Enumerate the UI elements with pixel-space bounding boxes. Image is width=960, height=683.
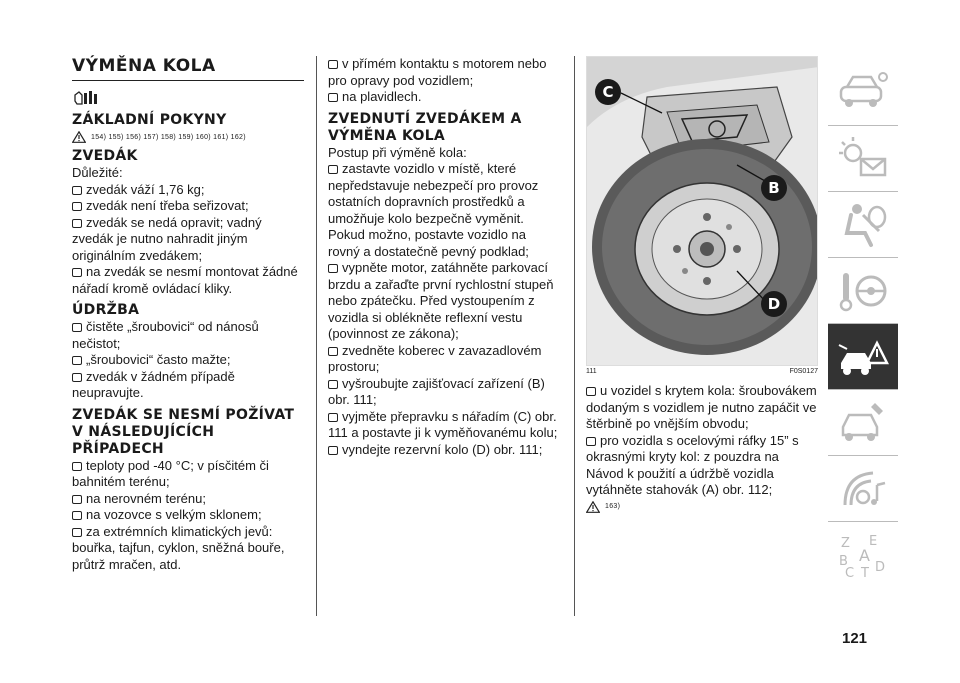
bullet-icon — [72, 511, 82, 520]
column-divider — [316, 56, 317, 616]
warning-refs — [72, 131, 304, 143]
chapter-tab[interactable] — [828, 258, 898, 324]
chapter-tab[interactable] — [828, 456, 898, 522]
bullet-icon — [586, 387, 596, 396]
warning-ref — [586, 501, 818, 513]
list-item: vyšroubujte zajišťovací zařízení (B) obr. 111; — [328, 375, 545, 407]
paragraph: Postup při výměně kola: — [328, 144, 467, 160]
spare-wheel-figure — [586, 56, 818, 366]
chapter-tab[interactable] — [828, 192, 898, 258]
bullet-icon — [328, 380, 338, 389]
list-item: zvedák se nedá opravit; vadný zvedák je nutno nahradit jiným originálním zvedákem; — [72, 214, 262, 263]
bullet-icon — [328, 93, 338, 102]
callout-label: B — [761, 175, 787, 201]
warning-triangle-icon — [586, 501, 600, 513]
chapter-tab[interactable] — [828, 126, 898, 192]
warning-ref-text: 163) — [605, 503, 621, 510]
bullet-icon — [72, 373, 82, 382]
tool-kit-icon — [72, 89, 100, 107]
list-item: vypněte motor, zatáhněte parkovací brzdu a zařaďte první rychlostní stupeň nebo zpátečku. Před vystoupením z vozidla si oblékněte reflexní vestu (povinnost ze zákona); — [328, 260, 554, 341]
figure-caption — [586, 368, 818, 375]
callout-label: D — [761, 291, 787, 317]
bullet-icon — [72, 323, 82, 332]
list-item: čistěte „šroubovici“ od nánosů nečistot; — [72, 319, 259, 351]
bullet-icon — [72, 462, 82, 471]
index-letter: C — [845, 566, 855, 579]
chapter-tab[interactable] — [828, 60, 898, 126]
seat-airbag-icon — [837, 201, 889, 249]
list-item: zastavte vozidlo v místě, které nepředstavuje nebezpečí pro provoz ostatních dopravních prostředků a umožňuje kolo bezpečně vyměnit. Pokud možno, postavte vozidlo na rovný a dostatečně pevný podklad; — [328, 161, 539, 259]
bullet-icon — [72, 528, 82, 537]
bullet-icon — [586, 437, 596, 446]
list-item: zvedák váží 1,76 kg; — [72, 182, 304, 199]
warning-lights-icon — [837, 135, 889, 183]
service-car-icon — [837, 399, 889, 447]
steering-key-icon — [837, 267, 889, 315]
bullet-icon — [72, 268, 82, 277]
column-3 — [586, 56, 818, 513]
list-item: na plavidlech. — [328, 89, 560, 106]
bullet-icon — [328, 165, 338, 174]
bullet-icon — [72, 186, 82, 195]
page-number: 121 — [842, 630, 868, 647]
title-rule — [72, 80, 304, 81]
index-letter: A — [859, 546, 870, 565]
list-item: zvedněte koberec v zavazadlovém prostoru; — [328, 342, 542, 374]
index-letter: D — [875, 560, 886, 575]
paragraph: Důležité: — [72, 165, 123, 180]
list-item: za extrémních klimatických jevů: bouřka, tajfun, cyklon, sněžná bouře, průtrž mračen, atd. — [72, 523, 285, 572]
chapter-tab[interactable] — [828, 390, 898, 456]
bullet-icon — [72, 356, 82, 365]
spare-wheel-illustration — [587, 57, 818, 366]
list-item: na zvedák se nesmí montovat žádné nářadí kromě ovládací kliky. — [72, 264, 298, 296]
bullet-icon — [328, 347, 338, 356]
car-dashboard-icon — [837, 69, 889, 117]
list-item: teploty pod -40 °C; v písčitém či bahnitém terénu; — [72, 457, 269, 489]
list-item: zvedák není třeba seřizovat; — [72, 198, 304, 215]
section-heading: ZÁKLADNÍ POKYNY — [72, 112, 227, 128]
bullet-icon — [328, 446, 338, 455]
column-1 — [72, 56, 304, 573]
column-divider — [574, 56, 575, 616]
list-item: vyjměte přepravku s nářadím (C) obr. 111 a postavte ji k vyměňovanému kolu; — [328, 408, 558, 440]
heading-zvednuti: ZVEDNUTÍ ZVEDÁKEM A VÝMĚNA KOLA — [328, 110, 522, 144]
bullet-icon — [72, 219, 82, 228]
callout-label: C — [595, 79, 621, 105]
column-2 — [328, 56, 560, 458]
chapter-tab[interactable] — [828, 522, 898, 588]
page-title: VÝMĚNA KOLA — [72, 56, 216, 76]
multimedia-icon — [837, 465, 889, 513]
list-item: na nerovném terénu; — [72, 491, 304, 508]
list-item: zvedák v žádném případě neupravujte. — [72, 368, 235, 400]
chapter-tab-active[interactable] — [828, 324, 898, 390]
warning-refs-text: 154) 155) 156) 157) 158) 159) 160) 161) 162) — [91, 133, 246, 141]
index-letter: Z — [841, 536, 850, 551]
index-letter: E — [869, 534, 878, 549]
bullet-icon — [328, 264, 338, 273]
figure-number: 111 — [586, 368, 597, 375]
breakdown-icon — [837, 333, 889, 381]
bullet-icon — [328, 60, 338, 69]
chapter-sidebar — [828, 60, 898, 588]
heading-zvedak: ZVEDÁK — [72, 148, 138, 164]
index-letter: B — [839, 554, 848, 569]
heading-nesmi: ZVEDÁK SE NESMÍ POŽÍVAT V NÁSLEDUJÍCÍCH PŘÍPADECH — [72, 406, 295, 457]
list-item: pro vozidla s ocelovými ráfky 15” s okrasnými kryty kol: z pouzdra na Návod k použití a údržbě vozidla vytáhněte stahovák (A) obr. 112; — [586, 432, 799, 497]
list-item: v přímém kontaktu s motorem nebo pro opravy pod vozidlem; — [328, 56, 547, 88]
index-icon — [837, 531, 889, 579]
bullet-icon — [72, 202, 82, 211]
figure-code: F0S0127 — [789, 368, 818, 375]
bullet-icon — [72, 495, 82, 504]
bullet-icon — [328, 413, 338, 422]
list-item: vyndejte rezervní kolo (D) obr. 111; — [328, 442, 560, 459]
list-item: „šroubovici“ často mažte; — [72, 352, 304, 369]
index-letter: T — [861, 566, 869, 579]
warning-triangle-icon — [72, 131, 86, 143]
heading-udrzba: ÚDRŽBA — [72, 302, 140, 318]
list-item: u vozidel s krytem kola: šroubovákem dodaným s vozidlem je nutno zapáčit ve štěrbině po vnějším obvodu; — [586, 383, 817, 431]
list-item: na vozovce s velkým sklonem; — [72, 507, 304, 524]
